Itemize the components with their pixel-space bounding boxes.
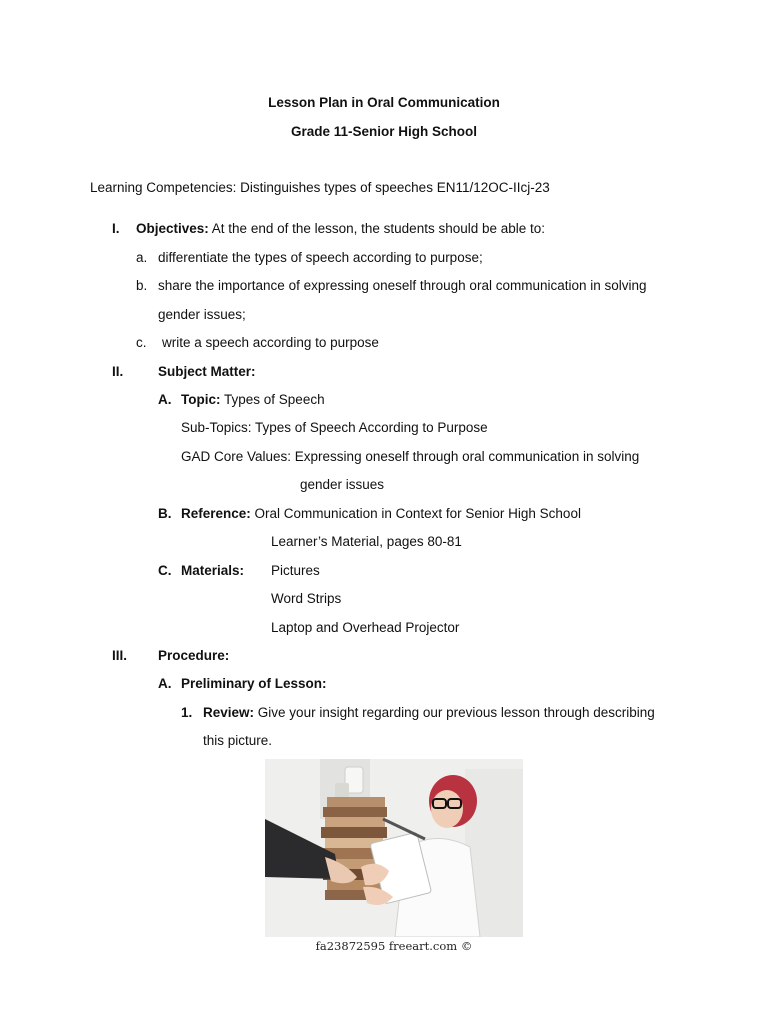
topic-line (181, 392, 325, 408)
review-label: Review: (203, 705, 255, 720)
review-text-cont: this picture. (203, 733, 273, 748)
topic-label: Topic: (181, 392, 221, 407)
subject-matter-label: Subject Matter: (158, 364, 256, 379)
objective-c-text: write a speech according to purpose (162, 335, 379, 350)
review-picture (265, 759, 523, 937)
reference-line (181, 506, 581, 522)
topic-value: Types of Speech (224, 392, 325, 407)
gad-core-values: GAD Core Values: Expressing oneself through oral communication in solving (181, 449, 640, 464)
procedure-numeral: III. (112, 648, 128, 663)
objectives-intro: At the end of the lesson, the students should be able to: (211, 221, 546, 236)
objective-a-text: differentiate the types of speech according to purpose; (158, 250, 483, 265)
objectives-numeral: I. (112, 221, 120, 236)
stacked-books-illustration (265, 759, 523, 937)
objective-a-letter: a. (136, 250, 148, 265)
prelim-letter: A. (158, 676, 172, 691)
objective-c-letter: c. (136, 335, 147, 350)
materials-label: Materials: (181, 563, 245, 578)
subtopics: Sub-Topics: Types of Speech According to Purpose (181, 420, 488, 435)
objective-b-text: share the importance of expressing oneself through oral communication in solving (158, 278, 647, 293)
objectives-label: Objectives: (136, 221, 209, 236)
reference-value-cont: Learner’s Material, pages 80-81 (271, 534, 462, 549)
material-item: Pictures (271, 563, 320, 578)
review-text: Give your insight regarding our previous lesson through describing (257, 705, 655, 720)
subject-matter-numeral: II. (112, 364, 124, 379)
reference-value: Oral Communication in Context for Senior High School (254, 506, 581, 521)
procedure-label: Procedure: (158, 648, 230, 663)
topic-letter: A. (158, 392, 172, 407)
document-title: Lesson Plan in Oral Communication (268, 95, 500, 110)
material-item: Laptop and Overhead Projector (271, 620, 460, 635)
picture-caption: fa23872595 freeart.com © (315, 939, 473, 953)
prelim-label: Preliminary of Lesson: (181, 676, 327, 691)
review-line (203, 705, 655, 721)
objectives-line (136, 221, 545, 237)
review-number: 1. (181, 705, 193, 720)
objective-b-letter: b. (136, 278, 148, 293)
learning-competencies: Learning Competencies: Distinguishes types of speeches EN11/12OC-IIcj-23 (90, 180, 550, 195)
material-item: Word Strips (271, 591, 342, 606)
document-subtitle: Grade 11-Senior High School (290, 124, 478, 139)
reference-label: Reference: (181, 506, 251, 521)
materials-letter: C. (158, 563, 172, 578)
reference-letter: B. (158, 506, 172, 521)
objective-b-text-cont: gender issues; (158, 307, 246, 322)
gad-core-values-cont: gender issues (300, 477, 385, 492)
